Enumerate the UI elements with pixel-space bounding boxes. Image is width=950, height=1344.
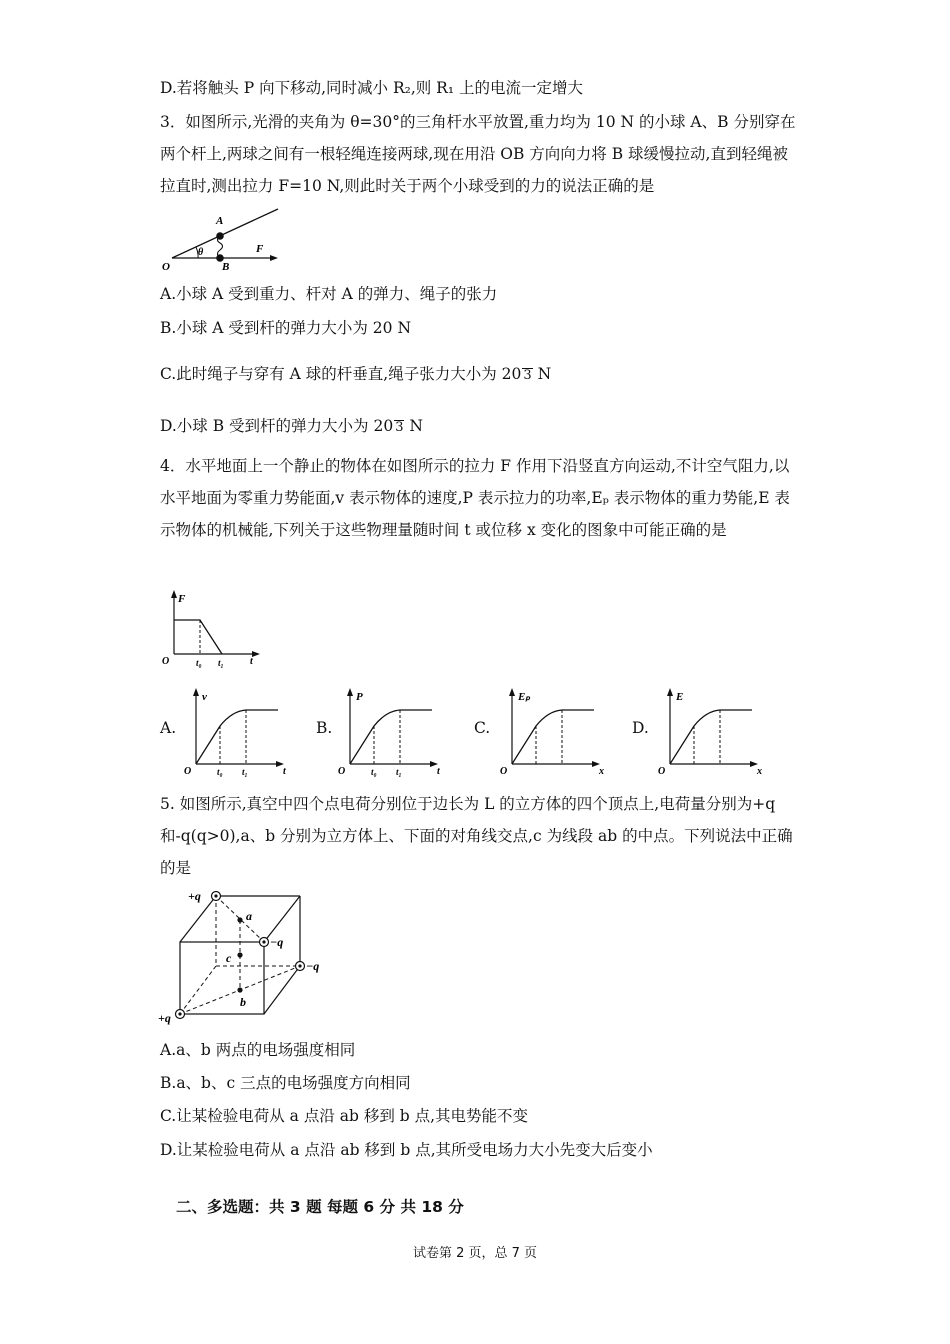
- charge-minus-top: −q: [270, 935, 284, 949]
- graph-d-x: x: [757, 766, 762, 777]
- f-graph-x-label: t: [250, 656, 253, 667]
- q3-option-a: A.小球 A 受到重力、杆对 A 的弹力、绳子的张力: [160, 285, 498, 303]
- graph-b-x: t: [437, 766, 440, 777]
- q4-option-c-label: C.: [474, 719, 491, 737]
- q3-rod-figure: [160, 206, 290, 276]
- q4-force-graph: [160, 590, 270, 670]
- q4-option-b-graph: [334, 686, 449, 778]
- graph-c-y: Eₚ: [518, 691, 531, 703]
- q4-option-d-graph: [654, 686, 769, 778]
- q4-stem: 4．水平地面上一个静止的物体在如图所示的拉力 F 作用下沿竖直方向运动,不计空气阻力,以水平地面为零重力势能面,v 表示物体的速度,P 表示拉力的功率,Eₚ 表示物体的重力势能,E 表示物体的机械能,下列关于这些物理量随时间 t 或位移 x 变化的图象中可能正确的是: [160, 457, 790, 539]
- q4-option-c-graph: [496, 686, 611, 778]
- page-footer: 试卷第 2 页，总 7 页: [412, 1246, 538, 1261]
- point-c: c: [226, 951, 232, 965]
- graph-b-t1: t₁: [396, 767, 402, 777]
- point-a: a: [246, 909, 252, 923]
- graph-a-t1: t₁: [242, 767, 248, 777]
- sqrt-symbol: 3: [395, 420, 404, 435]
- sqrt-symbol: 3: [523, 368, 532, 383]
- q5-cube-figure: [158, 884, 328, 1029]
- graph-d-origin: O: [658, 766, 666, 777]
- graph-b-origin: O: [338, 766, 346, 777]
- f-graph-t0: t₀: [196, 658, 202, 668]
- q3-option-d: D.小球 B 受到杆的弹力大小为 20 3 N: [160, 417, 423, 435]
- q3-label-a: A: [216, 215, 224, 227]
- graph-b-t0: t₀: [371, 767, 377, 777]
- graph-c-x: x: [599, 766, 604, 777]
- graph-a-y: v: [202, 691, 207, 703]
- q2-option-d: D.若将触头 P 向下移动,同时减小 R₂,则 R₁ 上的电流一定增大: [160, 79, 583, 97]
- graph-b-y: P: [356, 691, 363, 703]
- q3-label-o: O: [162, 261, 170, 273]
- q3-label-theta: θ: [198, 247, 204, 258]
- q3-stem: 3．如图所示,光滑的夹角为 θ=30°的三角杆水平放置,重力均为 10 N 的小球 A、B 分别穿在两个杆上,两球之间有一根轻绳连接两球,现在用沿 OB 方向向力将 B 球缓慢拉动,直到轻绳被拉直时,测出拉力 F=10 N,则此时关于两个小球受到的力的说法正确的是: [160, 113, 796, 195]
- q3-label-b: B: [222, 261, 230, 273]
- q5-stem: 5. 如图所示,真空中四个点电荷分别位于边长为 L 的立方体的四个顶点上,电荷量分别为+q 和-q(q>0),a、b 分别为立方体上、下面的对角线交点,c 为线段 ab 的中点。下列说法中正确的是: [160, 795, 793, 877]
- q5-option-d: D.让某检验电荷从 a 点沿 ab 移到 b 点,其所受电场力大小先变大后变小: [160, 1141, 653, 1159]
- q4-option-b-label: B.: [316, 719, 333, 737]
- point-b: b: [240, 995, 246, 1009]
- q5-option-a: A.a、b 两点的电场强度相同: [160, 1041, 356, 1059]
- q4-option-d-label: D.: [632, 719, 649, 737]
- charge-minus-bottom: −q: [306, 959, 320, 973]
- graph-a-x: t: [283, 766, 286, 777]
- q4-option-a-graph: [180, 686, 295, 778]
- q3-option-b: B.小球 A 受到杆的弹力大小为 20 N: [160, 319, 412, 337]
- charge-plus-top: +q: [188, 889, 201, 903]
- q5-option-c: C.让某检验电荷从 a 点沿 ab 移到 b 点,其电势能不变: [160, 1107, 529, 1125]
- q5-option-b: B.a、b、c 三点的电场强度方向相同: [160, 1074, 411, 1092]
- charge-plus-bottom: +q: [158, 1011, 171, 1025]
- q4-option-a-label: A.: [160, 719, 177, 737]
- f-graph-y-label: F: [178, 593, 186, 605]
- section-title: 二、多选题：共 3 题 每题 6 分 共 18 分: [176, 1198, 464, 1216]
- f-graph-t1: t₁: [218, 658, 224, 668]
- graph-d-y: E: [676, 691, 684, 703]
- q3-label-f: F: [256, 243, 264, 255]
- graph-a-origin: O: [184, 766, 192, 777]
- f-graph-origin: O: [162, 656, 170, 667]
- q3-option-c: C.此时绳子与穿有 A 球的杆垂直,绳子张力大小为 20 3 N: [160, 365, 552, 383]
- graph-c-origin: O: [500, 766, 508, 777]
- graph-a-t0: t₀: [217, 767, 223, 777]
